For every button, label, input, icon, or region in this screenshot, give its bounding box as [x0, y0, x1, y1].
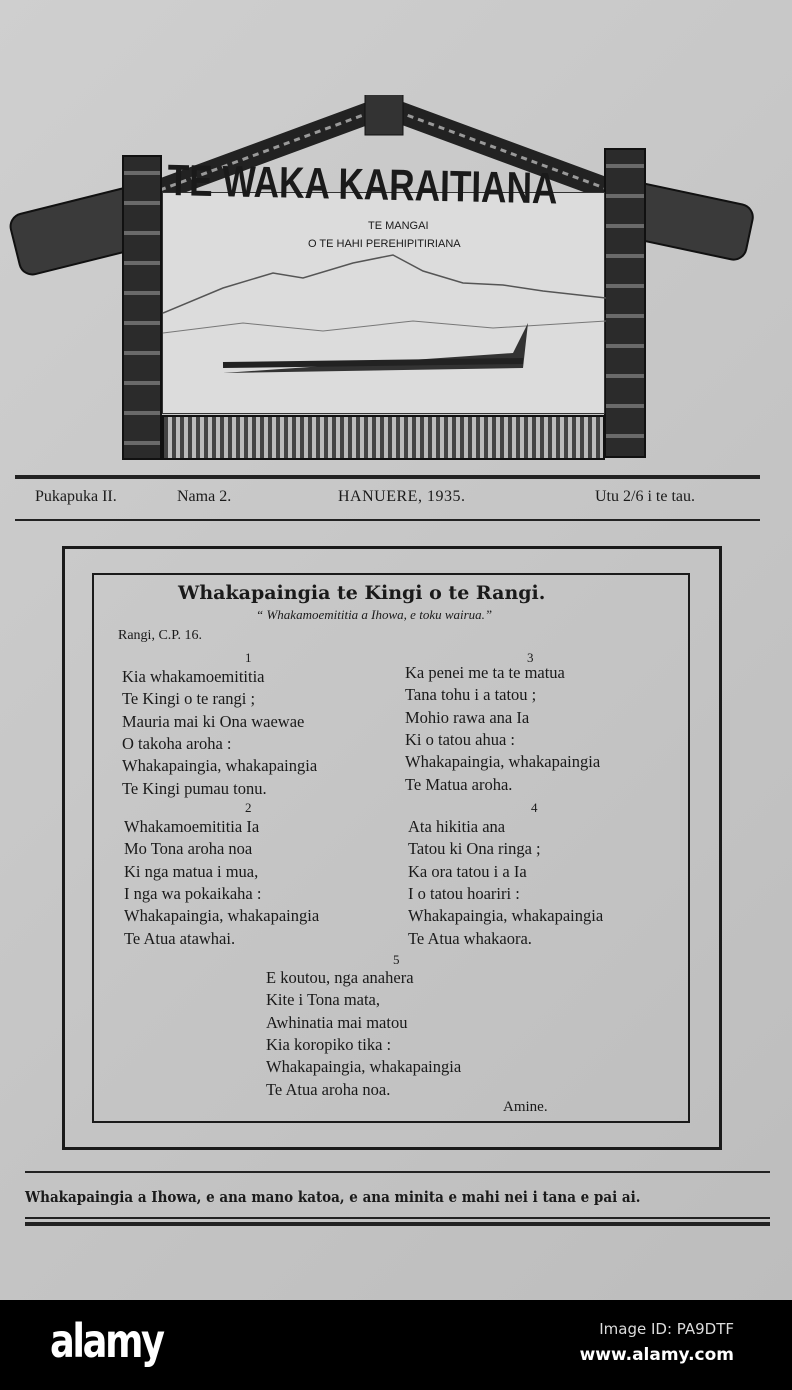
stanza-line: Ka penei me ta te matua — [405, 663, 565, 682]
stanza-number: 4 — [531, 800, 538, 815]
stanza-line: Whakapaingia, whakapaingia — [122, 756, 318, 776]
stanza-line: I o tatou hoariri : — [408, 883, 520, 903]
stanza-number: 2 — [245, 800, 252, 815]
carved-base — [162, 415, 605, 460]
stanza-line: Tana tohu i a tatou ; — [405, 685, 537, 705]
carved-post-left — [122, 155, 162, 460]
hymn-tune: Rangi, C.P. 16. — [118, 628, 203, 643]
stanza-line: Whakapaingia, whakapaingia — [124, 906, 320, 926]
stanza-line: Kite i Tona mata, — [266, 990, 381, 1010]
volume: Pukapuka II. — [35, 488, 117, 505]
alamy-logo: alamy — [50, 1314, 163, 1368]
masthead-subtitle-2: O TE HAHI PEREHIPITIRIANA — [308, 238, 461, 250]
stanza-line: Mohio rawa ana Ia — [405, 707, 530, 727]
stanza-number: 3 — [527, 650, 534, 665]
stanza-line: E koutou, nga anahera — [266, 968, 414, 987]
stanza-line: Ata hikitia ana — [408, 817, 506, 836]
stanza-line: Ki o tatou ahua : — [405, 729, 515, 749]
stanza-line: Te Matua aroha. — [405, 774, 513, 794]
stanza-line: Te Atua atawhai. — [124, 928, 236, 948]
stanza-line: Te Kingi pumau tonu. — [122, 778, 267, 798]
stanza-line: I nga wa pokaikaha : — [124, 883, 262, 903]
stanza-line: Te Atua whakaora. — [408, 928, 532, 948]
divider — [15, 519, 760, 521]
stanza-line: Whakapaingia, whakapaingia — [405, 752, 601, 772]
stanza-line: Whakapaingia, whakapaingia — [408, 906, 604, 926]
stanza-line: O takoha aroha : — [122, 733, 232, 753]
stanza-line: Whakamoemititia Ia — [124, 817, 260, 836]
stanza-line: Mauria mai ki Ona waewae — [122, 711, 305, 731]
stanza-line: Mo Tona aroha noa — [124, 839, 253, 859]
issue-date: HANUERE, 1935. — [338, 488, 466, 505]
hymn-epigraph: “ Whakamoemititia a Ihowa, e toku wairua.” — [256, 607, 493, 622]
divider — [25, 1171, 770, 1173]
divider — [25, 1217, 770, 1219]
stanza-line: Whakapaingia, whakapaingia — [266, 1057, 462, 1077]
divider — [15, 475, 760, 479]
stanza-number: 5 — [393, 952, 400, 967]
stanza-line: Ki nga matua i mua, — [124, 861, 259, 881]
issue-number: Nama 2. — [177, 488, 232, 505]
stanza-line: Ka ora tatou i a Ia — [408, 861, 527, 881]
stanza-line: Awhinatia mai matou — [266, 1012, 408, 1032]
watermark-bar — [0, 1300, 792, 1390]
masthead-title: TE WAKA KARAITIANA — [167, 156, 558, 214]
image-id: Image ID: PA9DTF — [599, 1320, 734, 1338]
masthead-subtitle: TE MANGAI — [368, 220, 429, 232]
stanza-line: Te Kingi o te rangi ; — [122, 689, 256, 709]
stanza-line: Tatou ki Ona ringa ; — [408, 839, 541, 859]
divider — [25, 1222, 770, 1226]
alamy-url: www.alamy.com — [579, 1345, 734, 1365]
stanza-line: Kia koropiko tika : — [266, 1034, 392, 1054]
carved-post-right — [604, 148, 646, 458]
stanza-number: 1 — [245, 650, 252, 665]
motto: Whakapaingia a Ihowa, e ana mano katoa, e ana minita e mahi nei i tana e pai ai. — [25, 1189, 641, 1206]
stanza-line: Kia whakamoemititia — [122, 667, 265, 686]
price: Utu 2/6 i te tau. — [595, 488, 695, 505]
hymn-title: Whakapaingia te Kingi o te Rangi. — [178, 582, 546, 604]
hymn-amen: Amine. — [503, 1099, 548, 1115]
stanza-line: Te Atua aroha noa. — [266, 1079, 391, 1099]
